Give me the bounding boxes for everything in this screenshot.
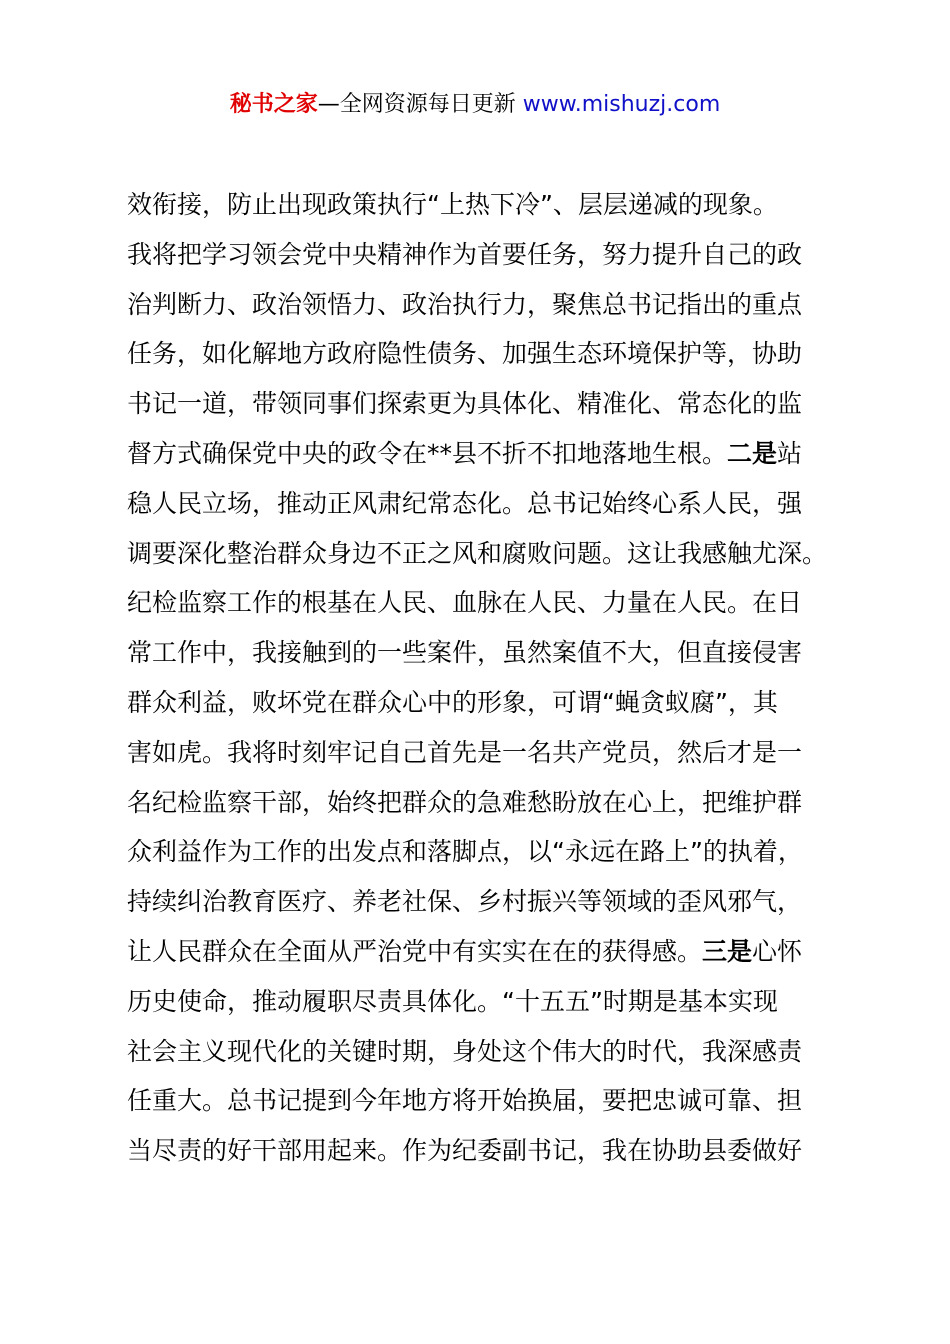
text-line: 我将把学习领会党中央精神作为首要任务，努力提升自己的政 (127, 239, 803, 269)
text-line: 纪检监察工作的根基在人民、血脉在人民、力量在人民。在日 (127, 588, 803, 618)
text-line-with-bold (127, 429, 847, 479)
site-tagline: —全网资源每日更新 (317, 92, 523, 117)
text-line: 持续纠治教育医疗、养老社保、乡村振兴等领域的歪风邪气， (127, 887, 803, 917)
text-line-with-bold (127, 927, 847, 977)
text-line: 当尽责的好干部用起来。作为纪委副书记，我在协助县委做好 (127, 1136, 803, 1166)
site-url-link[interactable]: www.mishuzj.com (522, 92, 721, 117)
text-line: 书记一道，带领同事们探索更为具体化、精准化、常态化的监 (127, 389, 803, 419)
text-line: 任务，如化解地方政府隐性债务、加强生态环境保护等，协助 (127, 339, 803, 369)
text-line: 害如虎。我将时刻牢记自己首先是一名共产党员，然后才是一 (127, 737, 803, 767)
text-line: 常工作中，我接触到的一些案件，虽然案值不大，但直接侵害 (127, 638, 803, 668)
text-line: 名纪检监察干部，始终把群众的急难愁盼放在心上，把维护群 (127, 787, 803, 817)
site-header (0, 88, 950, 122)
text-segment: 督方式确保党中央的政令在**县不折不扣地落地生根。 (127, 438, 728, 468)
bold-marker-three: 三是 (702, 936, 753, 966)
text-line: 群众利益，败坏党在群众心中的形象，可谓“蝇贪蚁腐”，其 (127, 687, 778, 717)
text-line: 任重大。总书记提到今年地方将开始换届，要把忠诚可靠、担 (127, 1086, 803, 1116)
text-segment: 心怀 (752, 936, 803, 966)
text-line: 历史使命，推动履职尽责具体化。“十五五”时期是基本实现 (127, 986, 778, 1016)
text-segment: 站 (777, 438, 803, 468)
text-line: 稳人民立场，推动正风肃纪常态化。总书记始终心系人民，强 (127, 488, 803, 518)
text-line: 调要深化整治群众身边不正之风和腐败问题。这让我感触尤深。 (127, 538, 828, 568)
document-body (127, 180, 847, 1176)
text-line: 效衔接，防止出现政策执行“上热下冷”、层层递减的现象。 (127, 190, 778, 219)
text-line: 社会主义现代化的关键时期，身处这个伟大的时代，我深感责 (127, 1036, 803, 1066)
text-line: 众利益作为工作的出发点和落脚点，以“永远在路上”的执着， (127, 837, 803, 867)
bold-marker-two: 二是 (727, 438, 778, 468)
brand-name: 秘书之家 (229, 92, 318, 117)
text-segment: 让人民群众在全面从严治党中有实实在在的获得感。 (127, 936, 703, 966)
text-line: 治判断力、政治领悟力、政治执行力，聚焦总书记指出的重点 (127, 289, 803, 319)
